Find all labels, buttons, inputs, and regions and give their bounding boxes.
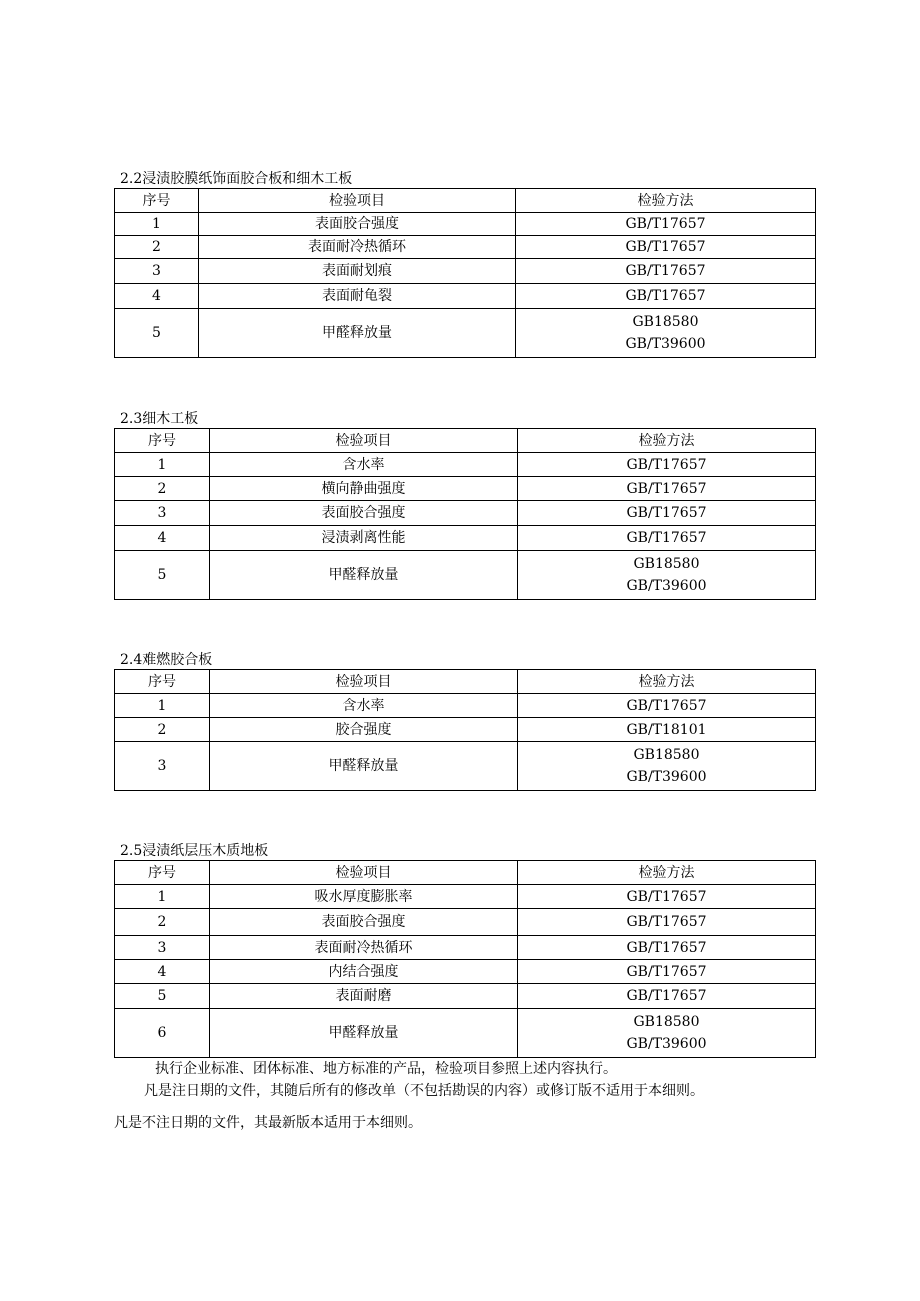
row-no: 1 xyxy=(115,213,199,236)
row-method: GB/T17657 xyxy=(518,453,816,477)
row-item: 表面耐冷热循环 xyxy=(210,936,518,960)
row-item: 胶合强度 xyxy=(210,718,518,742)
table-row xyxy=(115,936,816,960)
header-method: 检验方法 xyxy=(518,670,816,694)
table-row xyxy=(115,885,816,909)
row-item: 甲醛释放量 xyxy=(199,309,516,358)
table-row xyxy=(115,213,816,236)
row-item: 甲醛释放量 xyxy=(210,1009,518,1058)
table-row xyxy=(115,284,816,309)
row-method: GB/T17657 xyxy=(518,477,816,501)
header-no: 序号 xyxy=(115,189,199,213)
table-row xyxy=(115,309,816,358)
table-header-row xyxy=(115,429,816,453)
table-row xyxy=(115,259,816,284)
row-method: GB/T17657 xyxy=(518,960,816,984)
table-row xyxy=(115,694,816,718)
row-item: 表面胶合强度 xyxy=(210,909,518,936)
row-item: 表面耐冷热循环 xyxy=(199,236,516,259)
note-line-3: 凡是不注日期的文件，其最新版本适用于本细则。 xyxy=(114,1115,422,1131)
row-method: GB/T17657 xyxy=(518,694,816,718)
row-item: 表面耐磨 xyxy=(210,984,518,1009)
table-header-row xyxy=(115,861,816,885)
method-line: GB/T39600 xyxy=(625,336,706,352)
header-item: 检验项目 xyxy=(210,861,518,885)
table-row xyxy=(115,909,816,936)
row-no: 3 xyxy=(115,742,210,791)
section-title: 2.5浸渍纸层压木质地板 xyxy=(120,843,269,859)
row-item: 含水率 xyxy=(210,694,518,718)
section-title: 2.2浸渍胶膜纸饰面胶合板和细木工板 xyxy=(120,171,353,187)
section-title: 2.4难燃胶合板 xyxy=(120,652,213,668)
method-line: GB18580 xyxy=(633,747,700,763)
row-item: 甲醛释放量 xyxy=(210,742,518,791)
row-no: 5 xyxy=(115,984,210,1009)
method-line: GB/T39600 xyxy=(626,1036,707,1052)
row-method: GB/T17657 xyxy=(516,284,816,309)
row-method: GB/T17657 xyxy=(518,501,816,526)
row-method xyxy=(518,742,816,791)
row-item: 表面胶合强度 xyxy=(199,213,516,236)
table-row xyxy=(115,718,816,742)
header-no: 序号 xyxy=(115,670,210,694)
method-line: GB/T39600 xyxy=(626,769,707,785)
row-item: 浸渍剥离性能 xyxy=(210,526,518,551)
section-title: 2.3细木工板 xyxy=(120,411,199,427)
table-row xyxy=(115,1009,816,1058)
inspection-table xyxy=(114,428,816,600)
table-row xyxy=(115,453,816,477)
row-method: GB/T17657 xyxy=(518,909,816,936)
row-method: GB/T17657 xyxy=(516,213,816,236)
row-no: 5 xyxy=(115,551,210,600)
row-item: 表面耐划痕 xyxy=(199,259,516,284)
table-row xyxy=(115,742,816,791)
row-method: GB/T18101 xyxy=(518,718,816,742)
row-no: 1 xyxy=(115,453,210,477)
header-no: 序号 xyxy=(115,861,210,885)
row-method xyxy=(518,551,816,600)
method-line: GB18580 xyxy=(632,314,699,330)
table-row xyxy=(115,501,816,526)
row-no: 2 xyxy=(115,718,210,742)
row-no: 2 xyxy=(115,477,210,501)
header-item: 检验项目 xyxy=(210,429,518,453)
row-no: 2 xyxy=(115,236,199,259)
method-line: GB18580 xyxy=(633,556,700,572)
row-item: 吸水厚度膨胀率 xyxy=(210,885,518,909)
table-row xyxy=(115,551,816,600)
row-no: 4 xyxy=(115,284,199,309)
row-item: 甲醛释放量 xyxy=(210,551,518,600)
row-method: GB/T17657 xyxy=(518,526,816,551)
section-2-3 xyxy=(114,410,815,600)
row-no: 5 xyxy=(115,309,199,358)
row-method: GB/T17657 xyxy=(518,984,816,1009)
header-no: 序号 xyxy=(115,429,210,453)
table-header-row xyxy=(115,189,816,213)
row-method xyxy=(516,309,816,358)
row-item: 内结合强度 xyxy=(210,960,518,984)
row-item: 横向静曲强度 xyxy=(210,477,518,501)
row-no: 6 xyxy=(115,1009,210,1058)
note-line-2: 凡是注日期的文件，其随后所有的修改单（不包括勘误的内容）或修订版不适用于本细则。 xyxy=(144,1083,704,1099)
section-2-5 xyxy=(114,842,815,1058)
method-line: GB18580 xyxy=(633,1014,700,1030)
section-2-4 xyxy=(114,651,815,791)
header-method: 检验方法 xyxy=(518,429,816,453)
inspection-table xyxy=(114,669,816,791)
row-no: 3 xyxy=(115,936,210,960)
section-2-2 xyxy=(114,170,815,358)
method-line: GB/T39600 xyxy=(626,578,707,594)
row-no: 3 xyxy=(115,501,210,526)
row-method: GB/T17657 xyxy=(516,236,816,259)
header-method: 检验方法 xyxy=(518,861,816,885)
table-row xyxy=(115,984,816,1009)
inspection-table xyxy=(114,188,816,358)
table-row xyxy=(115,526,816,551)
row-item: 含水率 xyxy=(210,453,518,477)
header-item: 检验项目 xyxy=(199,189,516,213)
row-item: 表面耐龟裂 xyxy=(199,284,516,309)
header-method: 检验方法 xyxy=(516,189,816,213)
row-no: 4 xyxy=(115,526,210,551)
row-no: 1 xyxy=(115,885,210,909)
row-method xyxy=(518,1009,816,1058)
row-no: 1 xyxy=(115,694,210,718)
row-no: 2 xyxy=(115,909,210,936)
row-item: 表面胶合强度 xyxy=(210,501,518,526)
table-row xyxy=(115,236,816,259)
table-row xyxy=(115,960,816,984)
row-method: GB/T17657 xyxy=(518,885,816,909)
row-no: 4 xyxy=(115,960,210,984)
header-item: 检验项目 xyxy=(210,670,518,694)
row-no: 3 xyxy=(115,259,199,284)
row-method: GB/T17657 xyxy=(516,259,816,284)
row-method: GB/T17657 xyxy=(518,936,816,960)
inspection-table xyxy=(114,860,816,1058)
table-row xyxy=(115,477,816,501)
note-line-1: 执行企业标准、团体标准、地方标准的产品，检验项目参照上述内容执行。 xyxy=(155,1061,617,1077)
table-header-row xyxy=(115,670,816,694)
